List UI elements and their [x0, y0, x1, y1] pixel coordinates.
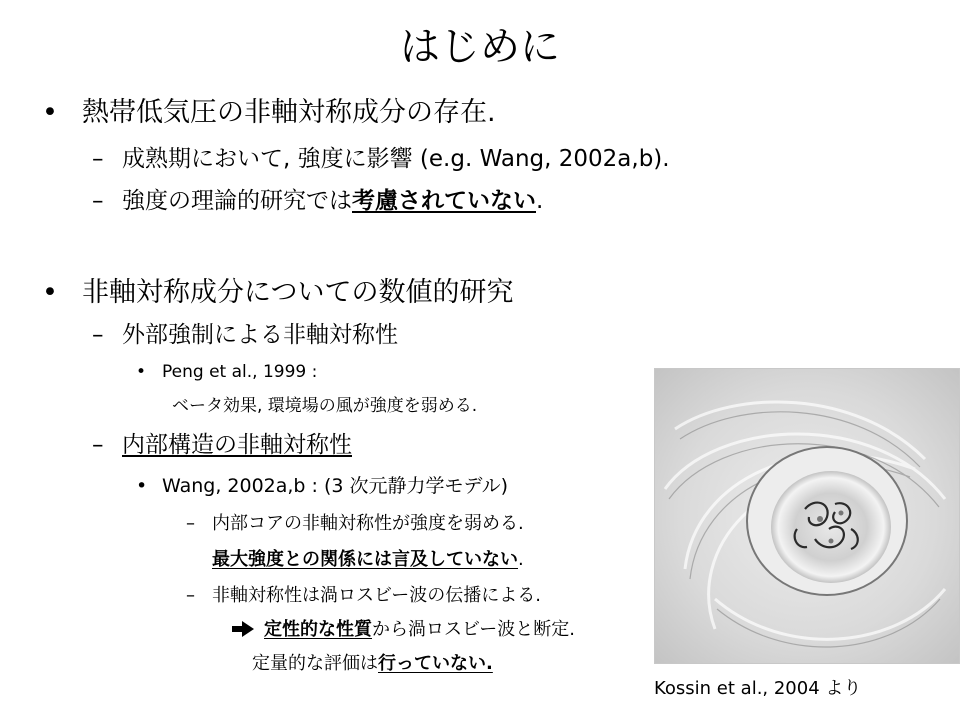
- period: .: [518, 549, 524, 570]
- arrow-line-text: から渦ロスビー波と断定.: [372, 619, 576, 640]
- dash: –: [186, 513, 195, 534]
- bullet-dot: •: [136, 362, 147, 382]
- period: .: [536, 188, 544, 214]
- dash: –: [92, 322, 104, 348]
- arrow-line: [230, 618, 575, 642]
- sub-bullet-1-1: [92, 144, 670, 174]
- bullet-dot: •: [42, 277, 58, 308]
- sub-bullet-1-1-text: 成熟期において, 強度に影響 (e.g. Wang, 2002a,b).: [122, 146, 670, 172]
- dash: –: [92, 432, 104, 458]
- dash: –: [92, 146, 104, 172]
- sub-bullet-external: [92, 320, 398, 350]
- bullet-1-text: 熱帯低気圧の非軸対称成分の存在.: [82, 97, 496, 128]
- wang-item-2: [186, 584, 541, 608]
- emphasis-not-done: 行っていない.: [378, 653, 493, 674]
- last-line-text: 定量的な評価は: [252, 653, 378, 674]
- emphasis-not-mentioned: 最大強度との関係には言及していない: [212, 549, 518, 570]
- emphasis-qualitative: 定性的な性質: [264, 619, 372, 640]
- wang-item-1-note: [212, 548, 524, 572]
- wang-item-1-text: 内部コアの非軸対称性が強度を弱める.: [212, 513, 524, 534]
- dash: –: [186, 585, 195, 606]
- internal-heading: 内部構造の非軸対称性: [122, 432, 352, 458]
- bullet-1: [42, 96, 496, 130]
- figure-credit: Kossin et al., 2004 より: [654, 678, 862, 699]
- peng-note: ベータ効果, 環境場の風が強度を弱める.: [172, 396, 478, 416]
- last-line: [252, 652, 493, 676]
- ref-peng-text: Peng et al., 1999 :: [162, 362, 318, 382]
- external-heading: 外部強制による非軸対称性: [122, 322, 398, 348]
- bullet-dot: •: [42, 97, 58, 128]
- page-title: はじめに: [400, 24, 560, 70]
- right-arrow-icon: [242, 621, 254, 637]
- dash: –: [92, 188, 104, 214]
- bullet-dot: •: [136, 475, 148, 497]
- bullet-2-text: 非軸対称成分についての数値的研究: [82, 277, 514, 308]
- sub-bullet-internal: [92, 430, 352, 460]
- wang-item-1: [186, 512, 524, 536]
- ref-wang-text: Wang, 2002a,b : (3 次元静力学モデル): [162, 475, 508, 497]
- bullet-2: [42, 276, 513, 310]
- hurricane-satellite-image: [654, 368, 960, 664]
- ref-wang: [136, 474, 508, 498]
- hurricane-illustration: [655, 369, 959, 663]
- sub-bullet-1-2-text: 強度の理論的研究では: [122, 188, 352, 214]
- wang-item-2-text: 非軸対称性は渦ロスビー波の伝播による.: [212, 585, 541, 606]
- sub-bullet-1-2: [92, 186, 543, 216]
- ref-peng: [136, 360, 317, 384]
- emphasis-not-considered: 考慮されていない: [352, 188, 536, 214]
